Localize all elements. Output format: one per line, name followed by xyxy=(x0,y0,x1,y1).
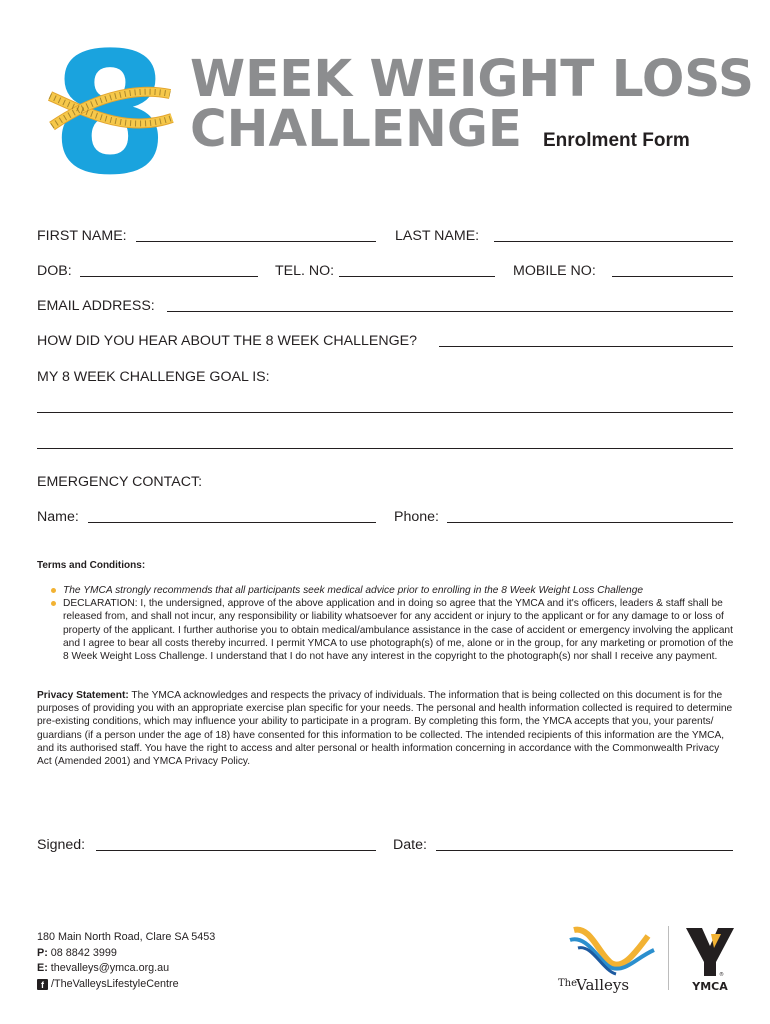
privacy-text: The YMCA acknowledges and respects the privacy of individuals. The information that is being collected on this document is for the purposes of providing you with an appropriate exercise plan specific for your needs. The personal and health information collected is required to determine pre-existing conditions, which may influence your ability to participate in a program. By completing this form, the YMCA accepts that you, your parents/ guardians (if a person under the age of 18) have consented for this information to be collected. The intended recipients of this information are the YMCA, and its authorised staff. You have the right to access and alter personal or health information concerning in accordance with the Commonwealth Privacy Act (Amended 2001) and YMCA Privacy Policy. xyxy=(37,690,733,768)
facebook-icon: f xyxy=(37,979,48,990)
last-name-label: LAST NAME: xyxy=(395,228,480,244)
facebook-line xyxy=(37,977,215,993)
first-name-field[interactable] xyxy=(136,241,376,242)
emergency-name-field[interactable] xyxy=(88,522,376,523)
terms-heading: Terms and Conditions: xyxy=(37,560,146,571)
emergency-phone-label: Phone: xyxy=(394,509,439,525)
dob-label: DOB: xyxy=(37,263,72,279)
goal-field-line-2[interactable] xyxy=(37,448,733,449)
mobile-no-label: MOBILE NO: xyxy=(513,263,596,279)
goal-field-line-1[interactable] xyxy=(37,412,733,413)
email-field[interactable] xyxy=(167,311,733,312)
email-label: EMAIL ADDRESS: xyxy=(37,298,155,314)
eight-measuring-tape-logo xyxy=(46,30,176,180)
signed-label: Signed: xyxy=(37,837,86,853)
emergency-name-label: Name: xyxy=(37,509,79,525)
emergency-contact-label: EMERGENCY CONTACT: xyxy=(37,474,203,490)
privacy-label: Privacy Statement: xyxy=(37,690,129,701)
first-name-label: FIRST NAME: xyxy=(37,228,127,244)
contact-details xyxy=(37,930,215,992)
logo-numeral: 8 xyxy=(51,30,169,180)
tel-no-label: TEL. NO: xyxy=(275,263,335,279)
phone-line: P: 08 8842 3999 xyxy=(37,946,117,959)
date-field[interactable] xyxy=(436,850,733,851)
page-subtitle: Enrolment Form xyxy=(543,130,690,151)
terms-list xyxy=(37,584,737,663)
mobile-no-field[interactable] xyxy=(612,276,733,277)
terms-item: The YMCA strongly recommends that all participants seek medical advice prior to enrolling in the 8 Week Weight Loss Challenge xyxy=(37,584,737,597)
title-line-1: WEEK WEIGHT LOSS xyxy=(190,50,755,109)
svg-text:YMCA: YMCA xyxy=(692,980,728,993)
email-line: E: thevalleys@ymca.org.au xyxy=(37,962,170,975)
how-hear-field[interactable] xyxy=(439,346,733,347)
bullet-icon xyxy=(51,588,56,593)
date-label: Date: xyxy=(393,837,427,853)
bullet-icon xyxy=(51,601,56,606)
the-valleys-logo xyxy=(556,922,662,996)
signature-field[interactable] xyxy=(96,850,376,851)
svg-text:Valleys: Valleys xyxy=(576,976,630,994)
how-hear-label: HOW DID YOU HEAR ABOUT THE 8 WEEK CHALLENGE? xyxy=(37,333,417,349)
logo-divider xyxy=(668,926,669,990)
privacy-statement xyxy=(37,689,733,768)
dob-field[interactable] xyxy=(80,276,258,277)
title-line-2: CHALLENGE xyxy=(190,100,523,159)
facebook-handle: /TheValleysLifestyleCentre xyxy=(51,977,179,990)
ymca-logo xyxy=(684,926,736,994)
last-name-field[interactable] xyxy=(494,241,733,242)
svg-text:The: The xyxy=(558,978,578,989)
svg-text:®: ® xyxy=(719,972,724,978)
goal-label: MY 8 WEEK CHALLENGE GOAL IS: xyxy=(37,369,270,385)
terms-item: DECLARATION: I, the undersigned, approve of the above application and in doing so agree that the YMCA and it's officers, leaders & staff shall be released from, and shall not incur, any responsibility or liability whatsoever for any accident or injury to the applicant or for any damage to or loss of property of the applicant. I further authorise you to obtain medical/ambulance assistance in the case of accident or emergency involving the applicant and I agree to bear all costs thereby incurred. I permit YMCA to use photograph(s) of me, alone or in the group, for any marketing or promotion of the 8 Week Weight Loss Challenge. I understand that I do not have any interest in the copyright to the photograph(s) nor shall I receive any payment. xyxy=(37,597,737,663)
address: 180 Main North Road, Clare SA 5453 xyxy=(37,931,216,943)
tel-no-field[interactable] xyxy=(339,276,495,277)
emergency-phone-field[interactable] xyxy=(447,522,733,523)
